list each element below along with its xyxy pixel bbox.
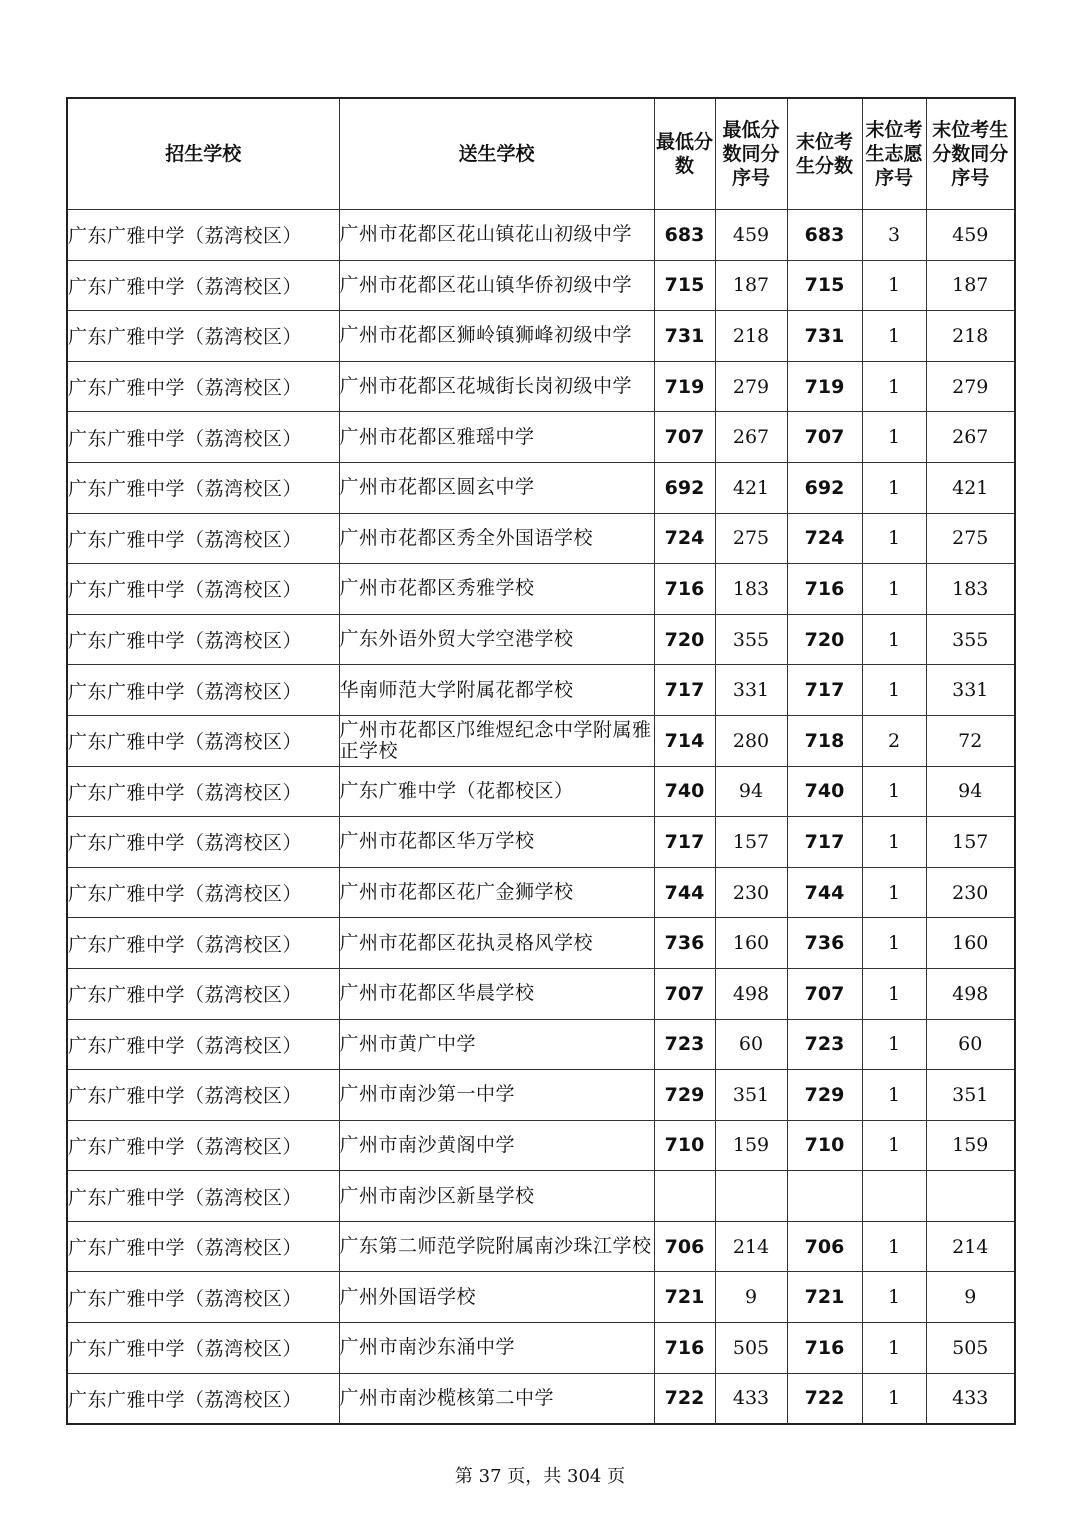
cell-last-choice: 1 [862,1373,926,1424]
cell-min-score: 731 [654,311,715,362]
cell-min-score: 744 [654,867,715,918]
cell-min-score-rank: 505 [715,1323,787,1374]
cell-last-score-rank: 214 [926,1221,1015,1272]
cell-last-score: 722 [787,1373,862,1424]
cell-min-score: 719 [654,361,715,412]
cell-last-choice: 1 [862,867,926,918]
cell-sending-school: 广东广雅中学（花都校区） [339,766,654,817]
cell-min-score-rank: 187 [715,260,787,311]
cell-min-score: 720 [654,614,715,665]
cell-last-score-rank: 157 [926,817,1015,868]
cell-enrolling-school: 广东广雅中学（荔湾校区） [67,1120,339,1171]
cell-sending-school: 广州市南沙榄核第二中学 [339,1373,654,1424]
cell-last-score-rank: 94 [926,766,1015,817]
cell-min-score-rank: 60 [715,1019,787,1070]
cell-last-score: 729 [787,1070,862,1121]
cell-enrolling-school: 广东广雅中学（荔湾校区） [67,968,339,1019]
table-row [67,1070,1015,1121]
cell-last-choice: 1 [862,1070,926,1121]
table-row [67,1120,1015,1171]
cell-min-score: 707 [654,412,715,463]
table-row [67,1221,1015,1272]
cell-sending-school: 广东外语外贸大学空港学校 [339,614,654,665]
cell-last-score [787,1171,862,1222]
cell-last-score-rank: 505 [926,1323,1015,1374]
cell-last-score: 718 [787,715,862,766]
cell-sending-school: 广州市南沙区新垦学校 [339,1171,654,1222]
table-row [67,715,1015,766]
cell-min-score-rank: 94 [715,766,787,817]
cell-sending-school: 广州市花都区花执灵格风学校 [339,918,654,969]
cell-last-score-rank: 230 [926,867,1015,918]
cell-min-score: 716 [654,564,715,615]
cell-last-score-rank: 275 [926,513,1015,564]
cell-last-choice: 1 [862,412,926,463]
cell-sending-school: 广州市黄广中学 [339,1019,654,1070]
cell-last-score-rank: 187 [926,260,1015,311]
cell-last-score: 744 [787,867,862,918]
table-row [67,564,1015,615]
cell-enrolling-school: 广东广雅中学（荔湾校区） [67,817,339,868]
cell-min-score: 721 [654,1272,715,1323]
cell-min-score: 736 [654,918,715,969]
cell-last-choice: 1 [862,1272,926,1323]
cell-last-score-rank: 331 [926,665,1015,716]
cell-last-score-rank: 498 [926,968,1015,1019]
cell-last-choice: 1 [862,311,926,362]
table-row [67,412,1015,463]
cell-last-choice: 3 [862,210,926,261]
cell-enrolling-school: 广东广雅中学（荔湾校区） [67,462,339,513]
cell-last-score: 740 [787,766,862,817]
cell-enrolling-school: 广东广雅中学（荔湾校区） [67,1373,339,1424]
table-row [67,817,1015,868]
cell-sending-school: 广州市花都区花山镇华侨初级中学 [339,260,654,311]
cell-last-choice: 1 [862,1323,926,1374]
cell-last-score: 716 [787,1323,862,1374]
cell-min-score-rank: 280 [715,715,787,766]
cell-min-score-rank: 433 [715,1373,787,1424]
table-row [67,867,1015,918]
cell-min-score: 723 [654,1019,715,1070]
cell-enrolling-school: 广东广雅中学（荔湾校区） [67,1019,339,1070]
cell-min-score-rank: 9 [715,1272,787,1323]
header-min-score-rank: 最低分数同分序号 [715,98,787,210]
cell-min-score: 717 [654,665,715,716]
header-last-score: 末位考生分数 [787,98,862,210]
table-row [67,513,1015,564]
cell-min-score: 715 [654,260,715,311]
cell-enrolling-school: 广东广雅中学（荔湾校区） [67,918,339,969]
cell-sending-school: 华南师范大学附属花都学校 [339,665,654,716]
cell-last-choice: 1 [862,564,926,615]
cell-min-score: 740 [654,766,715,817]
cell-last-score-rank: 72 [926,715,1015,766]
cell-sending-school: 广州市花都区花山镇花山初级中学 [339,210,654,261]
cell-min-score-rank: 267 [715,412,787,463]
cell-last-score: 707 [787,412,862,463]
cell-last-choice: 1 [862,260,926,311]
cell-last-score: 710 [787,1120,862,1171]
cell-min-score-rank: 218 [715,311,787,362]
cell-last-choice: 1 [862,1019,926,1070]
table-row [67,1272,1015,1323]
table-row [67,1373,1015,1424]
cell-last-score-rank: 433 [926,1373,1015,1424]
cell-last-score: 719 [787,361,862,412]
cell-last-score: 724 [787,513,862,564]
cell-enrolling-school: 广东广雅中学（荔湾校区） [67,412,339,463]
cell-enrolling-school: 广东广雅中学（荔湾校区） [67,513,339,564]
cell-min-score-rank: 157 [715,817,787,868]
cell-last-score-rank: 351 [926,1070,1015,1121]
cell-last-choice: 2 [862,715,926,766]
cell-last-choice: 1 [862,462,926,513]
cell-min-score: 707 [654,968,715,1019]
cell-last-choice: 1 [862,665,926,716]
cell-last-score: 706 [787,1221,862,1272]
cell-enrolling-school: 广东广雅中学（荔湾校区） [67,1070,339,1121]
cell-sending-school: 广州市花都区圆玄中学 [339,462,654,513]
cell-enrolling-school: 广东广雅中学（荔湾校区） [67,1323,339,1374]
cell-min-score-rank: 279 [715,361,787,412]
cell-enrolling-school: 广东广雅中学（荔湾校区） [67,715,339,766]
cell-min-score [654,1171,715,1222]
cell-last-score: 723 [787,1019,862,1070]
cell-min-score-rank: 230 [715,867,787,918]
cell-last-choice: 1 [862,1120,926,1171]
cell-min-score: 692 [654,462,715,513]
cell-enrolling-school: 广东广雅中学（荔湾校区） [67,1221,339,1272]
cell-min-score-rank: 355 [715,614,787,665]
cell-last-score-rank [926,1171,1015,1222]
page-footer: 第 37 页，共 304 页 [454,1466,626,1487]
table-row [67,311,1015,362]
cell-min-score: 683 [654,210,715,261]
cell-sending-school: 广州市花都区华晨学校 [339,968,654,1019]
cell-last-score-rank: 355 [926,614,1015,665]
table-row [67,918,1015,969]
cell-last-score-rank: 9 [926,1272,1015,1323]
cell-last-score: 715 [787,260,862,311]
table-row [67,766,1015,817]
cell-sending-school: 广州市花都区华万学校 [339,817,654,868]
cell-min-score: 722 [654,1373,715,1424]
cell-min-score: 710 [654,1120,715,1171]
cell-last-score: 716 [787,564,862,615]
header-enrolling-school: 招生学校 [67,98,339,210]
cell-min-score: 724 [654,513,715,564]
cell-min-score-rank: 275 [715,513,787,564]
cell-min-score-rank: 421 [715,462,787,513]
cell-enrolling-school: 广东广雅中学（荔湾校区） [67,311,339,362]
cell-last-choice: 1 [862,1221,926,1272]
cell-last-score: 692 [787,462,862,513]
header-row [67,98,1015,210]
cell-sending-school: 广州市花都区花广金狮学校 [339,867,654,918]
cell-enrolling-school: 广东广雅中学（荔湾校区） [67,260,339,311]
cell-last-choice: 1 [862,766,926,817]
cell-sending-school: 广州市花都区花城街长岗初级中学 [339,361,654,412]
cell-enrolling-school: 广东广雅中学（荔湾校区） [67,665,339,716]
cell-min-score: 714 [654,715,715,766]
table-row [67,1171,1015,1222]
cell-last-choice: 1 [862,614,926,665]
header-last-choice: 末位考生志愿序号 [862,98,926,210]
cell-min-score-rank: 183 [715,564,787,615]
cell-last-score: 721 [787,1272,862,1323]
cell-min-score-rank: 160 [715,918,787,969]
cell-last-choice: 1 [862,361,926,412]
cell-last-choice: 1 [862,968,926,1019]
cell-last-score-rank: 267 [926,412,1015,463]
cell-sending-school: 广州市花都区邝维煜纪念中学附属雅正学校 [339,715,654,766]
cell-min-score: 717 [654,817,715,868]
cell-sending-school: 广州外国语学校 [339,1272,654,1323]
cell-last-score-rank: 160 [926,918,1015,969]
cell-enrolling-school: 广东广雅中学（荔湾校区） [67,210,339,261]
admission-table [66,97,1016,1425]
table-row [67,260,1015,311]
cell-min-score: 716 [654,1323,715,1374]
cell-sending-school: 广州市南沙黄阁中学 [339,1120,654,1171]
table-row [67,665,1015,716]
cell-last-score: 736 [787,918,862,969]
cell-min-score-rank: 331 [715,665,787,716]
cell-last-choice: 1 [862,918,926,969]
cell-sending-school: 广州市花都区雅瑶中学 [339,412,654,463]
cell-min-score: 706 [654,1221,715,1272]
table-row [67,968,1015,1019]
cell-last-score-rank: 60 [926,1019,1015,1070]
header-last-score-rank: 末位考生分数同分序号 [926,98,1015,210]
cell-sending-school: 广州市花都区秀全外国语学校 [339,513,654,564]
cell-last-score: 731 [787,311,862,362]
table-row [67,462,1015,513]
table-row [67,614,1015,665]
cell-sending-school: 广州市南沙第一中学 [339,1070,654,1121]
cell-last-score: 717 [787,817,862,868]
cell-last-score-rank: 159 [926,1120,1015,1171]
cell-last-score: 683 [787,210,862,261]
cell-enrolling-school: 广东广雅中学（荔湾校区） [67,361,339,412]
cell-last-score-rank: 421 [926,462,1015,513]
cell-min-score-rank: 351 [715,1070,787,1121]
cell-sending-school: 广州市南沙东涌中学 [339,1323,654,1374]
cell-last-score-rank: 459 [926,210,1015,261]
cell-last-score: 707 [787,968,862,1019]
cell-last-score: 717 [787,665,862,716]
cell-enrolling-school: 广东广雅中学（荔湾校区） [67,1272,339,1323]
cell-enrolling-school: 广东广雅中学（荔湾校区） [67,867,339,918]
cell-last-choice: 1 [862,817,926,868]
cell-enrolling-school: 广东广雅中学（荔湾校区） [67,564,339,615]
cell-min-score-rank: 159 [715,1120,787,1171]
header-sending-school: 送生学校 [339,98,654,210]
cell-last-choice: 1 [862,513,926,564]
header-min-score: 最低分数 [654,98,715,210]
cell-enrolling-school: 广东广雅中学（荔湾校区） [67,766,339,817]
cell-sending-school: 广东第二师范学院附属南沙珠江学校 [339,1221,654,1272]
cell-min-score-rank: 214 [715,1221,787,1272]
cell-sending-school: 广州市花都区秀雅学校 [339,564,654,615]
cell-enrolling-school: 广东广雅中学（荔湾校区） [67,1171,339,1222]
cell-enrolling-school: 广东广雅中学（荔湾校区） [67,614,339,665]
table-row [67,361,1015,412]
cell-min-score: 729 [654,1070,715,1121]
cell-last-choice [862,1171,926,1222]
cell-min-score-rank: 459 [715,210,787,261]
table-row [67,1019,1015,1070]
cell-min-score-rank: 498 [715,968,787,1019]
cell-min-score-rank [715,1171,787,1222]
cell-last-score-rank: 183 [926,564,1015,615]
table-row [67,210,1015,261]
table-row [67,1323,1015,1374]
cell-sending-school: 广州市花都区狮岭镇狮峰初级中学 [339,311,654,362]
cell-last-score-rank: 218 [926,311,1015,362]
cell-last-score-rank: 279 [926,361,1015,412]
cell-last-score: 720 [787,614,862,665]
